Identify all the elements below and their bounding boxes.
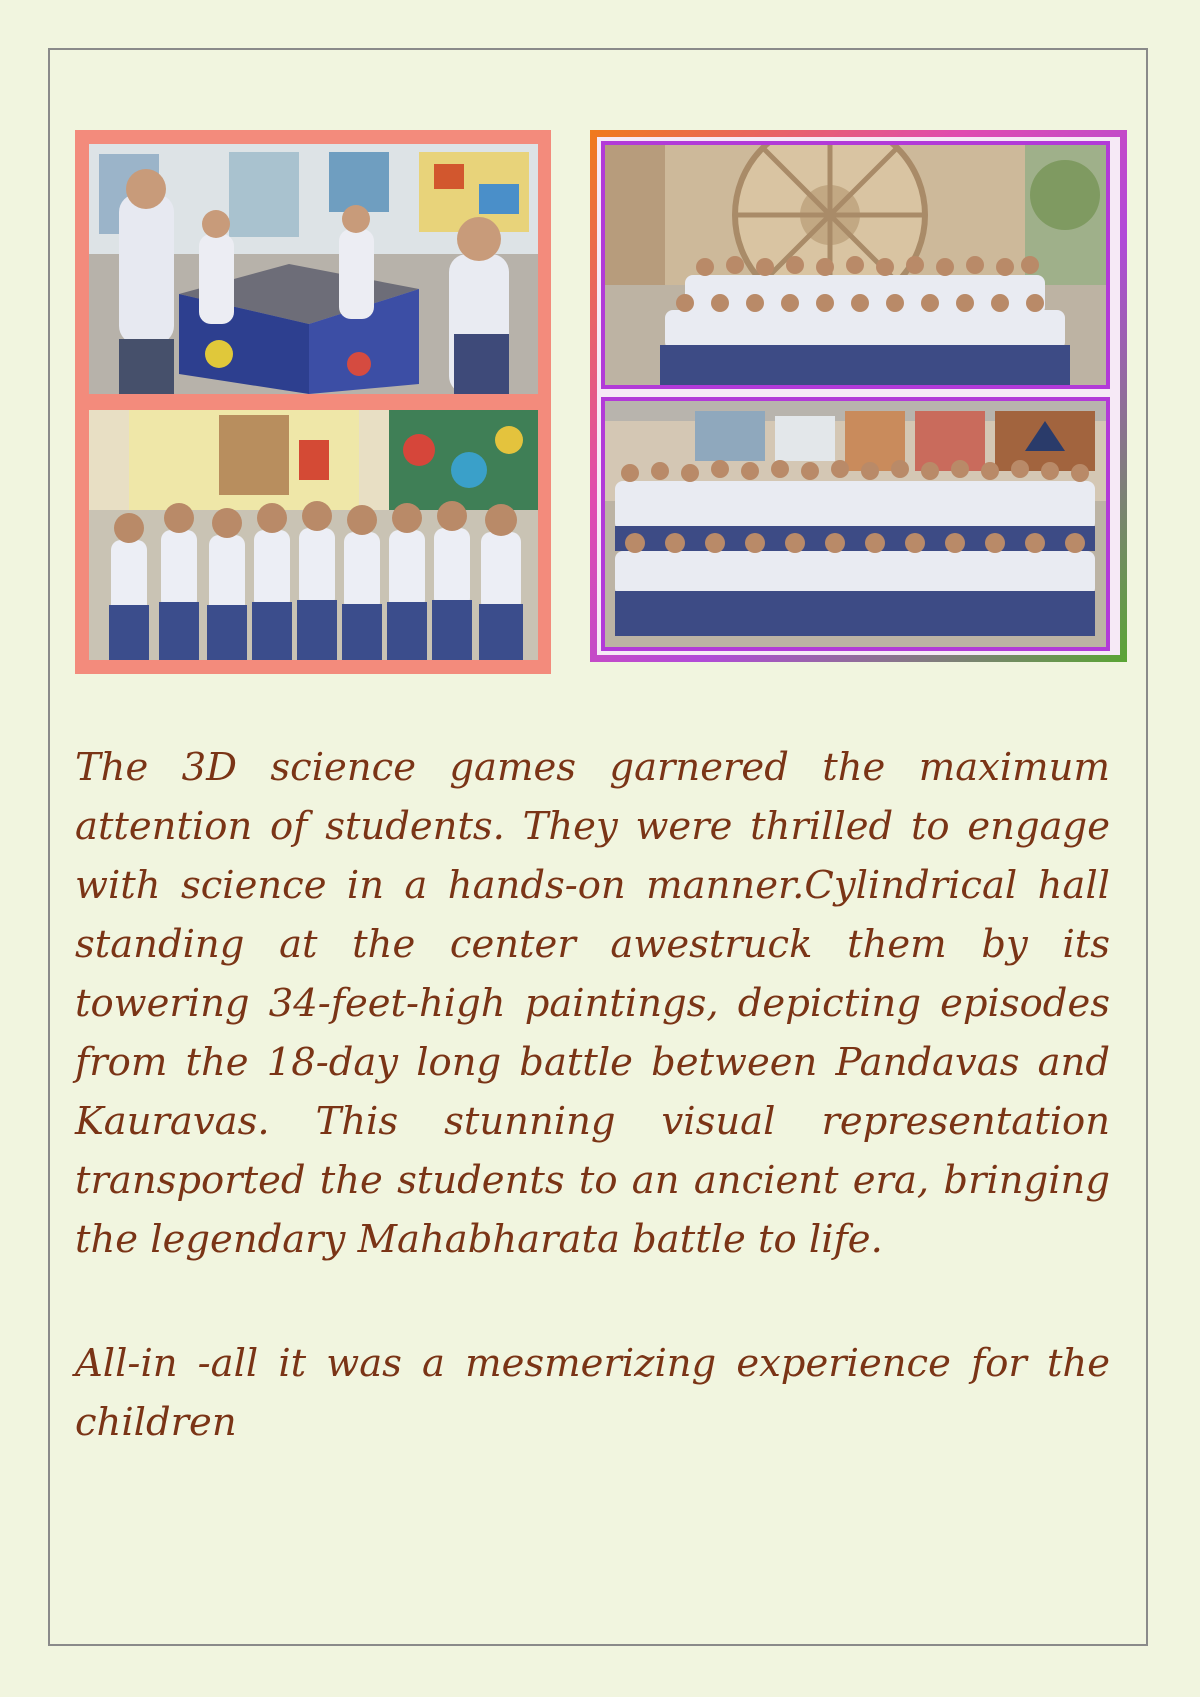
photo-group-konark-wheel xyxy=(601,141,1110,389)
photo-group-exhibition-hall xyxy=(601,397,1110,651)
science-games-photo-icon xyxy=(89,144,538,394)
left-photo-collage xyxy=(75,130,551,674)
right-collage-inner xyxy=(597,137,1120,655)
right-photo-collage xyxy=(590,130,1127,662)
girls-group-photo-icon xyxy=(89,410,538,660)
photo-girls-group-gallery xyxy=(89,410,538,660)
article-paragraph-1: The 3D science games garnered the maximum attention of students. They were thrilled to engage with science in a hands-on manner.Cylindrical hall standing at the center awestruck them by its towering 34-feet-high paintings, depicting episodes from the 18-day long battle between Pandavas and Kauravas. This stunning visual representation transported the students to an ancient era, bringing the legendary Mahabharata battle to life. xyxy=(75,745,1110,1262)
exhibition-hall-group-photo-icon xyxy=(605,401,1106,647)
konark-wheel-group-photo-icon xyxy=(605,145,1106,385)
photo-students-3d-science-games xyxy=(89,144,538,394)
article-paragraph-2: All-in -all it was a mesmerizing experience for the children xyxy=(75,1341,1110,1445)
